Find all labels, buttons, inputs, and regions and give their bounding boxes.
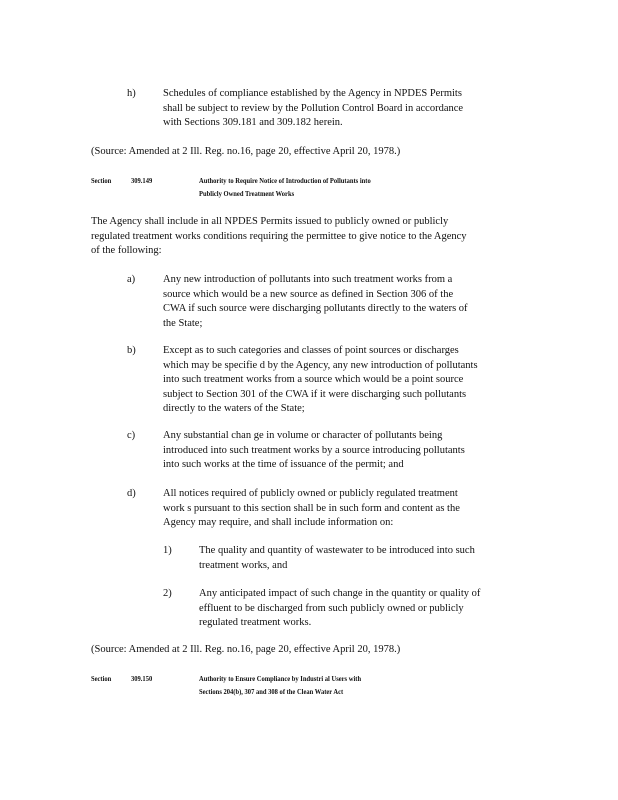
section-label: Section: [91, 176, 112, 185]
item-h-line: shall be subject to review by the Pollution Control Board in accordance: [163, 102, 464, 114]
item-h-line: Schedules of compliance established by the Agency in NPDES Permits: [163, 88, 462, 99]
item-c-line: into such works at the time of issuance of the permit; and: [163, 459, 404, 471]
item-b-marker: b): [127, 345, 136, 356]
item-d-line: All notices required of publicly owned or publicly regulated treatment: [163, 488, 458, 499]
item-d-line: work s pursuant to this section shall be in such form and content as the: [163, 502, 460, 514]
item-a-line: CWA if such source were discharging pollutants directly to the waters of: [163, 303, 468, 315]
item-h-marker: h): [127, 88, 136, 99]
source-note: (Source: Amended at 2 Ill. Reg. no.16, page 20, effective April 20, 1978.): [91, 644, 401, 655]
item-b-line: directly to the waters of the State;: [163, 403, 305, 415]
item-d-text: [163, 487, 460, 531]
item-a-text: [163, 273, 468, 331]
item-a-marker: a): [127, 274, 136, 285]
item-a-line: the State;: [163, 317, 203, 329]
item-b-line: Except as to such categories and classes of point sources or discharges: [163, 345, 459, 356]
section-number: 309.150: [131, 674, 153, 683]
item-c-text: [163, 429, 465, 473]
item-d1-text: [199, 544, 475, 573]
item-d-marker: d): [127, 488, 136, 499]
item-b-line: subject to Section 301 of the CWA if it were discharging such pollutants: [163, 388, 467, 400]
item-d2-line: Any anticipated impact of such change in the quantity or quality of: [199, 588, 481, 599]
source-note: (Source: Amended at 2 Ill. Reg. no.16, page 20, effective April 20, 1978.): [91, 146, 401, 157]
paragraph-line: of the following:: [91, 245, 162, 257]
item-d-line: Agency may require, and shall include information on:: [163, 517, 394, 529]
item-d1-marker: 1): [163, 545, 172, 556]
item-a-line: source which would be a new source as defined in Section 306 of the: [163, 288, 454, 300]
item-d2-text: [199, 587, 480, 631]
paragraph-line: regulated treatment works conditions requiring the permittee to give notice to the Agency: [91, 230, 467, 242]
item-b-line: into such treatment works from a source which would be a point source: [163, 374, 464, 386]
item-d1-line: The quality and quantity of wastewater to be introduced into such: [199, 545, 475, 556]
item-a-line: Any new introduction of pollutants into such treatment works from a: [163, 274, 453, 285]
item-c-marker: c): [127, 430, 136, 441]
item-h-text: [163, 87, 463, 131]
section-number: 309.149: [131, 176, 153, 185]
item-b-line: which may be specifie d by the Agency, any new introduction of pollutants: [163, 359, 478, 371]
item-c-line: Any substantial chan ge in volume or character of pollutants being: [163, 430, 443, 441]
item-d2-line: effluent to be discharged from such publicly owned or publicly: [199, 602, 464, 614]
section-title-line-2: Sections 204(b), 307 and 308 of the Clean Water Act: [199, 687, 344, 696]
section-label: Section: [91, 674, 112, 683]
intro-paragraph: [91, 215, 467, 259]
item-d2-line: regulated treatment works.: [199, 617, 312, 629]
item-c-line: introduced into such treatment works by a source introducing pollutants: [163, 444, 465, 456]
paragraph-line: The Agency shall include in all NPDES Permits issued to publicly owned or publicly: [91, 216, 449, 227]
item-d1-line: treatment works, and: [199, 559, 288, 571]
section-title-line-1: Authority to Ensure Compliance by Industri al Users with: [199, 674, 362, 683]
section-title-line-1: Authority to Require Notice of Introduction of Pollutants into: [199, 176, 371, 185]
section-title-line-2: Publicly Owned Treatment Works: [199, 189, 295, 198]
item-b-text: [163, 344, 478, 417]
item-h-line: with Sections 309.181 and 309.182 herein.: [163, 117, 343, 129]
item-d2-marker: 2): [163, 588, 172, 599]
